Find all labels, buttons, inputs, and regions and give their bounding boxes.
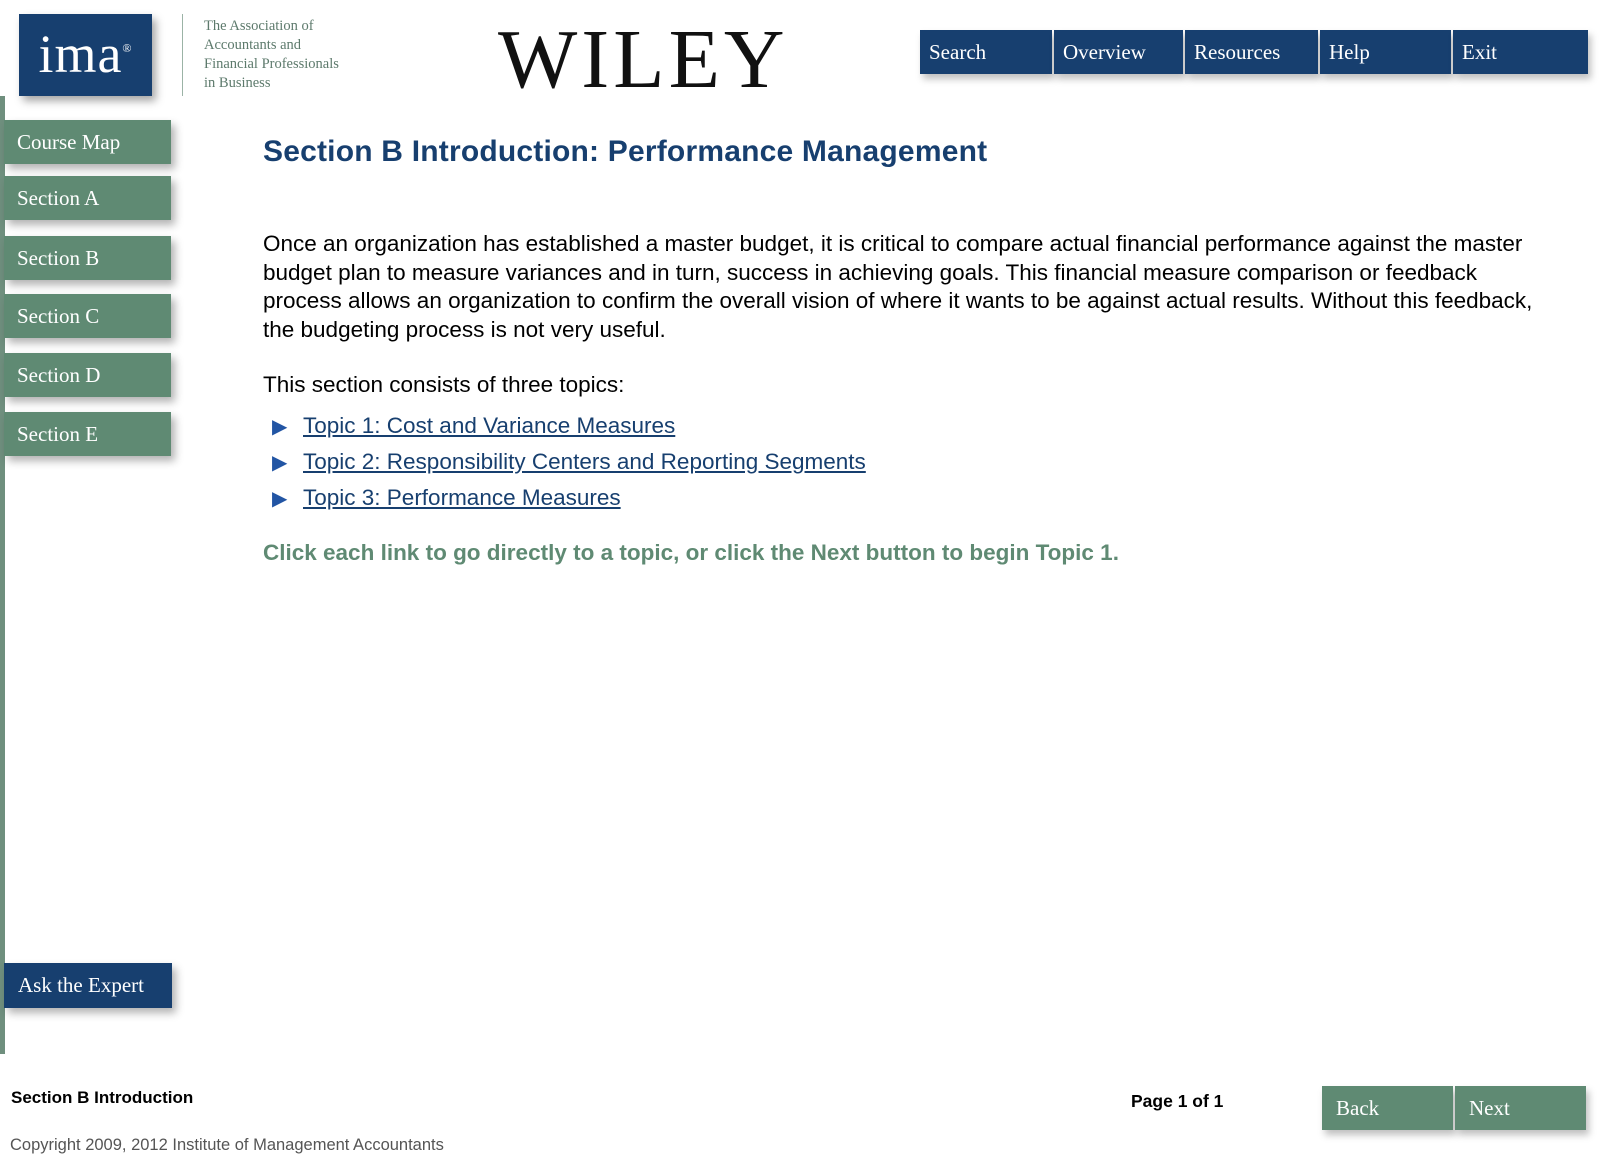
list-item	[272, 444, 866, 480]
sidebar-item-section-d[interactable]: Section D	[4, 353, 171, 397]
exit-button[interactable]: Exit	[1453, 30, 1588, 74]
topic-2-link[interactable]: Topic 2: Responsibility Centers and Reporting Segments	[303, 449, 866, 474]
play-arrow-icon: ▶	[272, 415, 288, 438]
intro-paragraph: Once an organization has established a master budget, it is critical to compare actual financial performance against the master budget plan to measure variances and in turn, success in achieving goals. This financial measure comparison or feedback process allows an organization to confirm the overall vision of where it wants to be against actual results. Without this feedback, the budgeting process is not very useful.	[263, 231, 1533, 342]
search-button[interactable]: Search	[920, 30, 1052, 74]
logo-divider	[182, 14, 183, 96]
sidebar-item-section-a[interactable]: Section A	[4, 176, 171, 220]
footer-section-title: Section B Introduction	[11, 1088, 194, 1107]
wiley-logo: WILEY	[498, 13, 789, 106]
association-line-2: Accountants and	[204, 37, 302, 53]
copyright: Copyright 2009, 2012 Institute of Management Accountants	[10, 1136, 444, 1154]
page-indicator: Page 1 of 1	[1131, 1091, 1224, 1111]
instruction-text: Click each link to go directly to a topic, or click the Next button to begin Topic 1.	[263, 540, 1119, 565]
association-line-4: in Business	[204, 75, 271, 91]
topic-list	[272, 408, 866, 516]
play-arrow-icon: ▶	[272, 487, 288, 510]
registered-mark: ®	[122, 41, 133, 55]
sidebar-item-course-map[interactable]: Course Map	[4, 120, 171, 164]
association-name	[204, 17, 374, 93]
overview-button[interactable]: Overview	[1054, 30, 1183, 74]
ask-the-expert-button[interactable]: Ask the Expert	[4, 963, 172, 1008]
ima-logo	[19, 14, 152, 96]
topics-lead-in: This section consists of three topics:	[263, 372, 625, 397]
list-item	[272, 408, 866, 444]
sidebar-item-section-b[interactable]: Section B	[4, 236, 171, 280]
association-line-1: The Association of	[204, 18, 314, 34]
top-nav	[920, 30, 1590, 74]
topic-1-link[interactable]: Topic 1: Cost and Variance Measures	[303, 413, 676, 438]
sidebar-item-section-e[interactable]: Section E	[4, 412, 171, 456]
ima-logo-text: ima	[38, 24, 123, 84]
sidebar-item-section-c[interactable]: Section C	[4, 294, 171, 338]
list-item	[272, 480, 866, 516]
next-button[interactable]: Next	[1455, 1086, 1586, 1130]
resources-button[interactable]: Resources	[1185, 30, 1318, 74]
association-line-3: Financial Professionals	[204, 56, 339, 72]
page-title: Section B Introduction: Performance Management	[263, 135, 988, 168]
help-button[interactable]: Help	[1320, 30, 1451, 74]
back-button[interactable]: Back	[1322, 1086, 1453, 1130]
topic-3-link[interactable]: Topic 3: Performance Measures	[303, 485, 621, 510]
play-arrow-icon: ▶	[272, 451, 288, 474]
